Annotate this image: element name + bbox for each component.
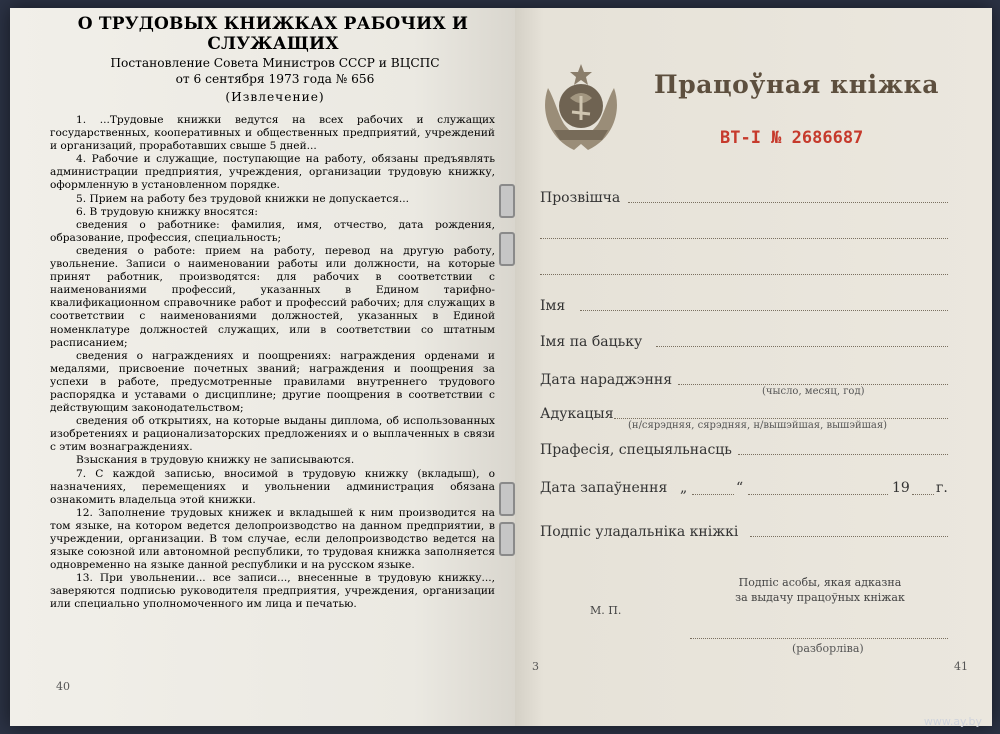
education-label: Адукацыя (540, 406, 614, 422)
paragraph: 6. В трудовую книжку вносятся: (76, 205, 258, 218)
serial-number: ВТ-І № 2686687 (720, 128, 864, 148)
surname-line-2 (540, 238, 948, 239)
name-label: Імя (540, 298, 566, 314)
paragraph: сведения об открытиях, на которые выданы диплома, об использованных изобретениях и рационализаторских предложениях и о выплаченных в связи с этим вознаграждениях. (50, 415, 495, 454)
fill-day-line (692, 494, 734, 495)
patronymic-line (656, 346, 948, 347)
name-line (580, 310, 948, 311)
surname-label: Прозвішча (540, 190, 621, 206)
paragraph: 4. Рабочие и служащие, поступающие на работу, обязаны предъявлять администрации предприятия, учреждения, организации трудовую книжку, оформленную в установленном порядке. (50, 153, 495, 192)
surname-line (628, 202, 948, 203)
birth-date-line (678, 384, 948, 385)
quote-close: “ (736, 480, 744, 496)
education-line (614, 418, 948, 419)
paragraph: сведения о награждениях и поощрениях: награждения орденами и медалями, присвоение почетных званий; награждения и поощрения за успехи в работе, предусмотренные правилами внутреннего трудового распорядка и уставами о дисциплине; другие поощрения в соответствии с действующим законодательством; (50, 349, 495, 415)
decree-text (50, 114, 495, 612)
responsible-line-2: за выдачу працоўных кніжак (735, 591, 905, 604)
extract-label: (Извлечение) (225, 90, 325, 104)
state-emblem-icon (534, 58, 628, 158)
paragraph: сведения о работнике: фамилия, имя, отчество, дата рождения, образование, профессия, специальность; (50, 218, 495, 244)
staple-bottom-1 (499, 482, 515, 516)
surname-line-3 (540, 274, 948, 275)
paragraph: 7. С каждой записью, вносимой в трудовую книжку (вкладыш), о назначениях, перемещениях и увольнении администрация обязана ознакомить владельца этой книжки. (50, 467, 495, 506)
quote-open: „ (680, 480, 688, 496)
year-suffix: г. (936, 480, 948, 496)
responsible-signature-caption (730, 575, 910, 605)
owner-signature-line (750, 536, 948, 537)
left-page-number: 40 (56, 680, 70, 693)
workbook-title: Працоўная кніжка (654, 70, 940, 99)
responsible-signature-line (690, 638, 948, 639)
right-page-number: 41 (954, 660, 968, 673)
paragraph: Взыскания в трудовую книжку не записываются. (76, 454, 355, 467)
fill-month-line (748, 494, 888, 495)
paragraph: 13. При увольнении... все записи..., внесенные в трудовую книжку..., заверяются подписью руководителя предприятия, учреждения, организации или специально уполномоченного им лица и печатью. (50, 572, 495, 611)
paragraph: 1. ...Трудовые книжки ведутся на всех рабочих и служащих государственных, кооперативных и общественных предприятий, учреждений и организаций, проработавших свыше 5 дней... (50, 114, 495, 153)
profession-line (738, 454, 948, 455)
decree-line: Постановление Совета Министров СССР и ВЦСПС (110, 56, 440, 70)
left-page-title: О ТРУДОВЫХ КНИЖКАХ РАБОЧИХ И СЛУЖАЩИХ (77, 14, 469, 54)
paragraph: 5. Прием на работу без трудовой книжки не допускается... (76, 192, 409, 205)
fill-date-label: Дата запаўнення (540, 480, 668, 496)
birth-date-hint: (чысло, месяц, год) (762, 386, 865, 397)
responsible-line-1: Подпіс асобы, якая адказна (738, 576, 902, 589)
stamp-place: М. П. (590, 604, 622, 617)
education-hint: (н/сярэдняя, сярэдняя, н/вышэйшая, вышэйшая) (628, 420, 888, 431)
owner-signature-label: Подпіс уладальніка кніжкі (540, 524, 739, 540)
birth-date-label: Дата нараджэння (540, 372, 673, 388)
decipher-hint: (разборліва) (792, 642, 864, 655)
fill-year-line (912, 494, 934, 495)
staple-top-2 (499, 232, 515, 266)
inner-page-number: 3 (532, 660, 539, 673)
staple-bottom-2 (499, 522, 515, 556)
year-prefix: 19 (892, 480, 910, 496)
staple-top-1 (499, 184, 515, 218)
paragraph: сведения о работе: прием на работу, перевод на другую работу, увольнение. Записи о наименовании работы или должности, на которые принят работник, производятся: для рабочих в соответствии с наименованиями профессий, указанных в Едином тарифно-квалификационном справочнике работ и профессий рабочих; для служащих в соответствии с наименованиями должностей, указанных в Единой номенклатуре должностей служащих, или в соответствии со штатным расписанием; (50, 244, 495, 349)
profession-label: Прафесія, спецыяльнасць (540, 442, 732, 458)
paragraph: 12. Заполнение трудовых книжек и вкладышей к ним производится на том языке, на котором ведется делопроизводство на данном предприятии, в учреждении, организации. В том случае, если делопроизводство ведется на языке союзной или автономной республики, то трудовая книжка заполняется одновременно на языке данной республики и на русском языке. (50, 506, 495, 572)
patronymic-label: Імя па бацьку (540, 334, 643, 350)
site-watermark: www.ay.by (923, 715, 982, 728)
decree-date: от 6 сентября 1973 года № 656 (175, 72, 375, 86)
